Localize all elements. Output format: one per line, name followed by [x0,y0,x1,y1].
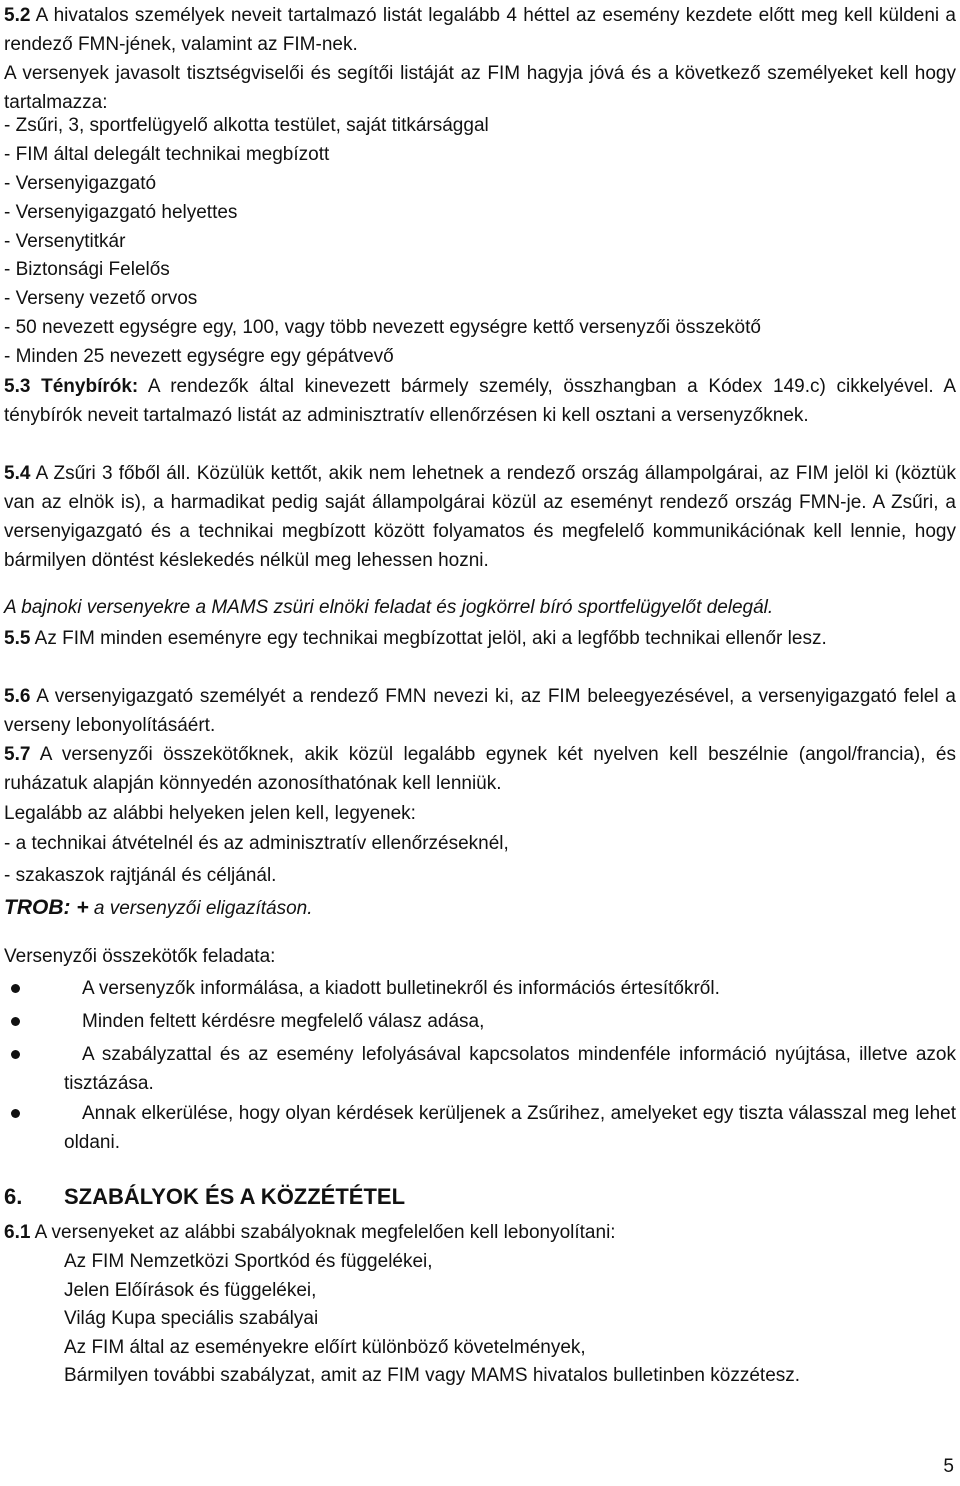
list-item: - a technikai átvételnél és az adminisztratív ellenőrzéseknél, [4,833,509,854]
paragraph-5-7 [4,740,956,798]
section-title: SZABÁLYOK ÉS A KÖZZÉTÉTEL [64,1184,406,1209]
list-item: - Versenyigazgató helyettes [4,202,238,223]
paragraph-5-2 [4,1,956,59]
locations-intro: Legalább az alábbi helyeken jelen kell, legyenek: [4,803,416,824]
section-number: 5.5 [4,628,31,649]
paragraph-text: Az FIM minden eseményre egy technikai megbízottat jelöl, aki a legfőbb technikai ellenőr lesz. [30,628,827,649]
list-item: Jelen Előírások és függelékei, [64,1280,317,1301]
paragraph-5-3 [4,372,956,430]
list-item: - szakaszok rajtjánál és céljánál. [4,865,277,886]
paragraph-text: A versenyeket az alábbi szabályoknak megfelelően kell lebonyolítani: [30,1222,616,1243]
list-item: - Versenyigazgató [4,173,157,194]
list-item: - FIM által delegált technikai megbízott [4,144,330,165]
list-item: - Verseny vezető orvos [4,288,198,309]
bullet-icon [11,984,20,993]
list-item: Világ Kupa speciális szabályai [64,1308,319,1329]
page-number: 5 [943,1456,954,1477]
paragraph-6-1 [4,1218,616,1247]
paragraph-5-6 [4,682,956,740]
section-number: 5.6 [4,686,31,707]
list-item: Bármilyen további szabályzat, amit az FIM vagy MAMS hivatalos bulletinben közzétesz. [64,1365,801,1386]
section-number: 5.4 [4,463,31,484]
italic-note: A bajnoki versenyekre a MAMS zsüri elnöki feladat és jogkörrel bíró sportfelügyelőt delegál. [4,597,774,618]
list-item: - 50 nevezett egységre egy, 100, vagy több nevezett egységre kettő versenyzői összekötő [4,317,761,338]
list-item: A versenyzők informálása, a kiadott bulletinekről és információs értesítőkről. [82,978,720,999]
paragraph-text: A Zsűri 3 főből áll. Közülük kettőt, akik nem lehetnek a rendező ország állampolgárai, az FIM jelöl ki (köztük van az elnök is), a harmadikat pedig saját állampolgárai közül az eseményt rendező ország FMN-je. A Zsűri, a versenyigazgató és a technikai megbízott között folyamatos és megfelelő kommunikációnak kell lennie, hogy bármilyen döntést késlekedés nélkül meg lehessen hozni. [4,463,956,571]
paragraph-text: A versenyzői összekötőknek, akik közül legalább egynek két nyelven kell beszélnie (angol/francia), és ruházatuk alapján könnyedén azonosíthatónak kell lenniük. [4,744,956,794]
section-number: 5.3 [4,376,31,397]
paragraph-text: A rendezők által kinevezett bármely személy, összhangban a Kódex 149.c) cikkelyével. A ténybírók neveit tartalmazó listát az adminisztratív ellenőrzésen ki kell osztani a versenyzőknek. [4,376,956,426]
section-number: 5.7 [4,744,31,765]
bullet-icon [11,1109,20,1118]
trob-plus: + [70,896,89,919]
list-item: Minden feltett kérdésre megfelelő válasz adása, [82,1011,485,1032]
section-number: 5.2 [4,5,31,26]
list-item: - Zsűri, 3, sportfelügyelő alkotta testület, saját titkársággal [4,115,489,136]
trob-text: a versenyzői eligazításon. [88,898,313,919]
trob-line [4,893,313,923]
bullet-icon [11,1017,20,1026]
duties-intro: Versenyzői összekötők feladata: [4,946,276,967]
list-item: - Minden 25 nevezett egységre egy gépátvevő [4,346,394,367]
paragraph-5-5 [4,624,956,653]
paragraph-5-4 [4,459,956,575]
list-item: Az FIM Nemzetközi Sportkód és függelékei, [64,1251,433,1272]
section-number: 6. [4,1184,23,1209]
section-6-heading [4,1182,405,1211]
list-item: - Biztonsági Felelős [4,259,170,280]
list-item: A szabályzattal és az esemény lefolyásával kapcsolatos mindenféle információ nyújtása, illetve azok tisztázása. [64,1044,956,1094]
paragraph-officials-intro: A versenyek javasolt tisztségviselői és segítői listáját az FIM hagyja jóvá és a következő személyeket kell hogy tartalmazza: [4,63,956,113]
trob-label: TROB: [4,896,71,919]
list-item: Az FIM által az eseményekre előírt különböző követelmények, [64,1337,586,1358]
list-item: Annak elkerülése, hogy olyan kérdések kerüljenek a Zsűrihez, amelyeket egy tiszta válasszal meg lehet oldani. [64,1103,956,1153]
paragraph-text: A hivatalos személyek neveit tartalmazó listát legalább 4 héttel az esemény kezdete előtt meg kell küldeni a rendező FMN-jének, valamint az FIM-nek. [4,5,956,55]
paragraph-text: A versenyigazgató személyét a rendező FMN nevezi ki, az FIM beleegyezésével, a versenyigazgató felel a verseny lebonyolításáért. [4,686,956,736]
section-number: 6.1 [4,1222,31,1243]
list-item: - Versenytitkár [4,231,126,252]
bullet-icon [11,1050,20,1059]
term-label: Ténybírók: [30,376,139,397]
